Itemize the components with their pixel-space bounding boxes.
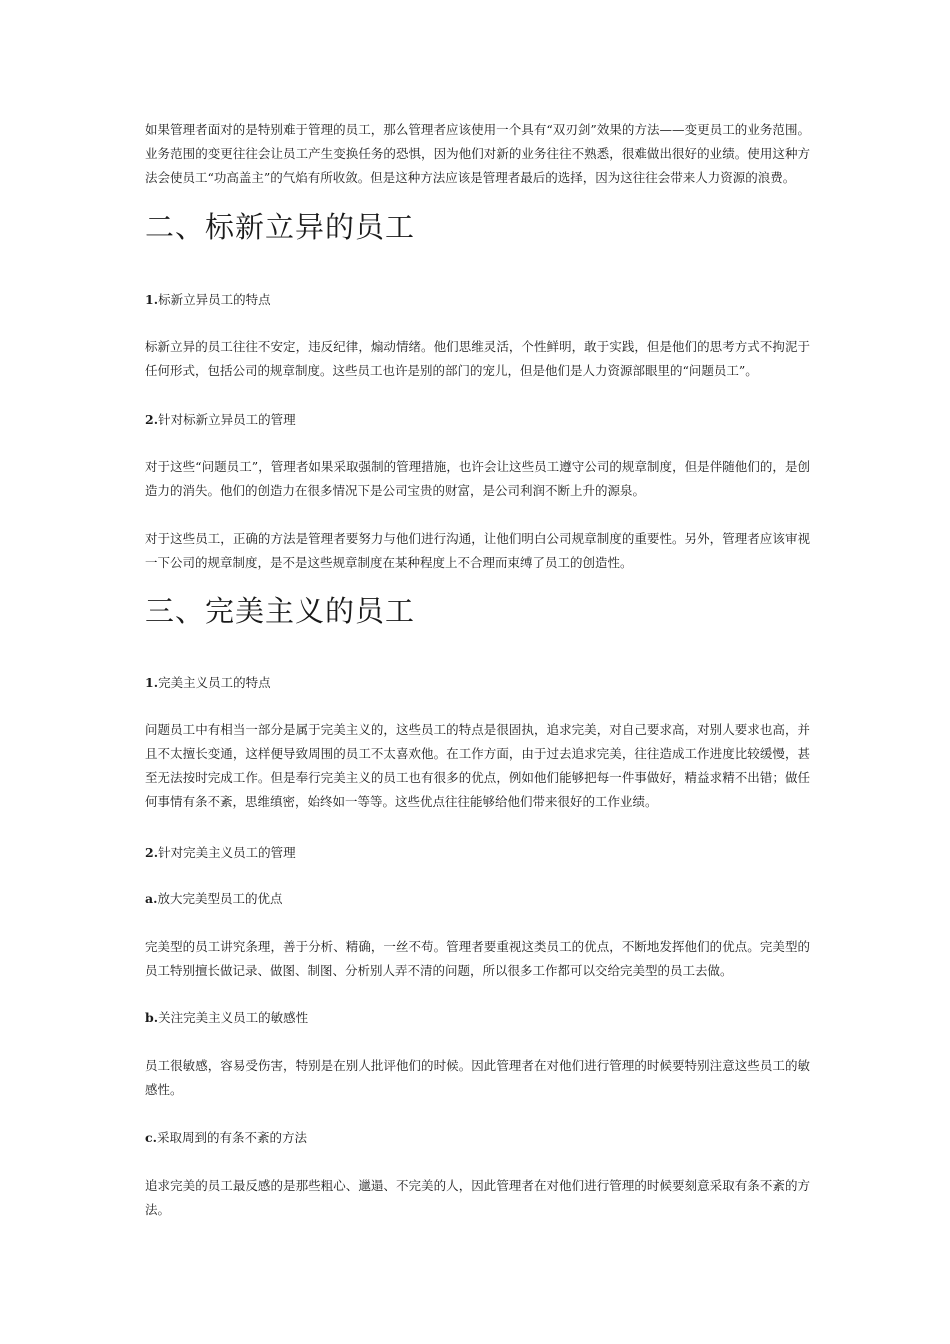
subheading-number: a. — [145, 891, 158, 906]
section-3-paragraph-c: 追求完美的员工最反感的是那些粗心、邋遢、不完美的人，因此管理者在对他们进行管理的时候要刻意采取有条不紊的方法。 — [145, 1178, 810, 1217]
subheading-title: 标新立异员工的特点 — [158, 292, 271, 307]
subheading-number: 1. — [145, 292, 159, 307]
section-2-heading: 二、标新立异的员工 — [145, 210, 416, 244]
section-3-subheading-c — [145, 1128, 810, 1148]
subheading-number: b. — [145, 1010, 159, 1025]
section-2-paragraph-3: 对于这些员工，正确的方法是管理者要努力与他们进行沟通，让他们明白公司规章制度的重要性。另外，管理者应该审视一下公司的规章制度，是不是这些规章制度在某种程度上不合理而束缚了员工的创造性。 — [145, 531, 810, 570]
subheading-title: 采取周到的有条不紊的方法 — [156, 1130, 307, 1145]
section-3-subheading-a — [145, 889, 810, 909]
section-3-subheading-1 — [145, 673, 810, 693]
subheading-number: c. — [145, 1130, 157, 1145]
section-3-heading: 三、完美主义的员工 — [145, 594, 416, 628]
subheading-number: 1. — [145, 675, 159, 690]
subheading-number: 2. — [145, 845, 159, 860]
section-3-subheading-b — [145, 1008, 810, 1028]
section-3-paragraph-a: 完美型的员工讲究条理，善于分析、精确，一丝不苟。管理者要重视这类员工的优点，不断地发挥他们的优点。完美型的员工特别擅长做记录、做图、制图、分析别人弄不清的问题，所以很多工作都可以交给完美型的员工去做。 — [145, 939, 810, 978]
subheading-title: 放大完美型员工的优点 — [157, 891, 283, 906]
subheading-title: 关注完美主义员工的敏感性 — [158, 1010, 309, 1025]
section-2-paragraph-1: 标新立异的员工往往不安定，违反纪律，煽动情绪。他们思维灵活，个性鲜明，敢于实践，但是他们的思考方式不拘泥于任何形式，包括公司的规章制度。这些员工也许是别的部门的宠儿，但是他们是人力资源部眼里的“问题员工”。 — [145, 339, 810, 378]
section-2-subheading-1 — [145, 290, 810, 310]
section-2-paragraph-2: 对于这些“问题员工”，管理者如果采取强制的管理措施，也许会让这些员工遵守公司的规章制度，但是伴随他们的，是创造力的消失。他们的创造力在很多情况下是公司宝贵的财富，是公司利润不断上升的源泉。 — [145, 459, 810, 498]
subheading-number: 2. — [145, 412, 159, 427]
subheading-title: 针对标新立异员工的管理 — [158, 412, 296, 427]
subheading-title: 针对完美主义员工的管理 — [158, 845, 296, 860]
subheading-title: 完美主义员工的特点 — [158, 675, 271, 690]
section-3-paragraph-b: 员工很敏感，容易受伤害，特别是在别人批评他们的时候。因此管理者在对他们进行管理的时候要特别注意这些员工的敏感性。 — [145, 1058, 810, 1097]
section-3-subheading-2 — [145, 843, 810, 863]
section-2-subheading-2 — [145, 410, 810, 430]
section-3-paragraph-1: 问题员工中有相当一部分是属于完美主义的，这些员工的特点是很固执，追求完美，对自己要求高，对别人要求也高，并且不太擅长变通，这样便导致周围的员工不太喜欢他。在工作方面，由于过去追求完美，往往造成工作进度比较缓慢，甚至无法按时完成工作。但是奉行完美主义的员工也有很多的优点，例如他们能够把每一件事做好，精益求精不出错；做任何事情有条不紊，思维缜密，始终如一等等。这些优点往往能够给他们带来很好的工作业绩。 — [145, 722, 810, 809]
intro-paragraph: 如果管理者面对的是特别难于管理的员工，那么管理者应该使用一个具有“双刃剑”效果的方法——变更员工的业务范围。业务范围的变更往往会让员工产生变换任务的恐惧，因为他们对新的业务往往不熟悉，很难做出很好的业绩。使用这种方法会使员工“功高盖主”的气焰有所收敛。但是这种方法应该是管理者最后的选择，因为这往往会带来人力资源的浪费。 — [145, 122, 810, 185]
